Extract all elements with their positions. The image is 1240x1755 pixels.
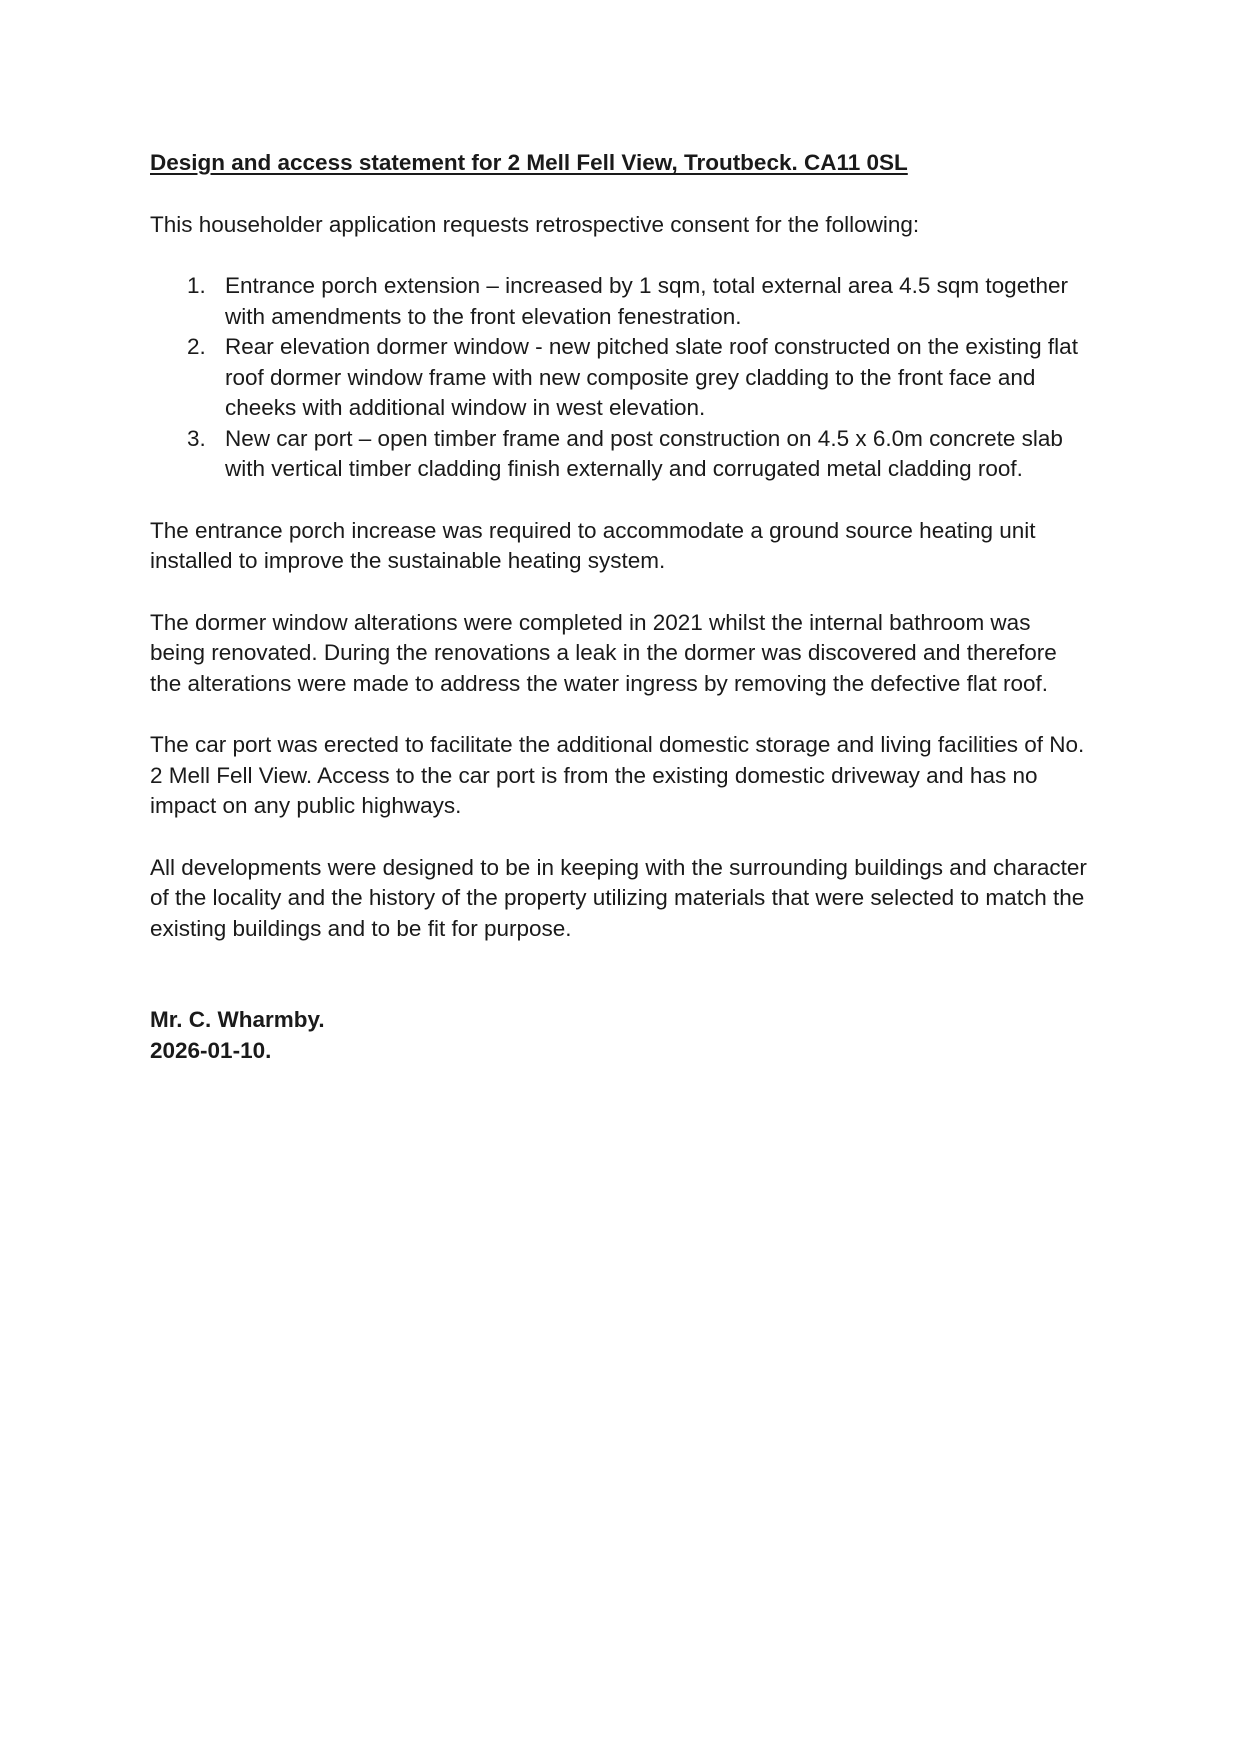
intro-paragraph: This householder application requests retrospective consent for the following: <box>150 211 920 237</box>
list-item <box>150 271 1090 332</box>
consent-items-list <box>150 271 1090 485</box>
list-item-number: 3. <box>187 425 206 451</box>
list-item <box>150 332 1090 424</box>
list-item-text: New car port – open timber frame and post construction on 4.5 x 6.0m concrete slab with vertical timber cladding finish externally and corrugated metal cladding roof. <box>225 425 1063 481</box>
porch-paragraph: The entrance porch increase was required to accommodate a ground source heating unit installed to improve the sustainable heating system. <box>150 517 1036 573</box>
car-port-paragraph: The car port was erected to facilitate the additional domestic storage and living facilities of No. 2 Mell Fell View. Access to the car port is from the existing domestic driveway and has no impact on any public highways. <box>150 732 1085 818</box>
dormer-paragraph: The dormer window alterations were completed in 2021 whilst the internal bathroom was being renovated. During the renovations a leak in the dormer was discovered and therefore the alterations were made to address the water ingress by removing the defective flat roof. <box>150 609 1057 696</box>
list-item-number: 1. <box>187 273 206 298</box>
signature-block <box>150 1005 1090 1066</box>
developments-paragraph: All developments were designed to be in keeping with the surrounding buildings and character of the locality and the history of the property utilizing materials that were selected to match the existing buildings and to be fit for purpose. <box>150 854 1087 941</box>
document-body <box>150 148 1090 1066</box>
signatory-name: Mr. C. Wharmby. <box>150 1007 325 1032</box>
document-title: Design and access statement for 2 Mell Fell View, Troutbeck. CA11 0SL <box>150 150 908 175</box>
list-item-text: Entrance porch extension – increased by 1 sqm, total external area 4.5 sqm together with amendments to the front elevation fenestration. <box>225 273 1068 329</box>
list-item-number: 2. <box>187 334 206 359</box>
list-item <box>150 424 1090 485</box>
signature-date: 2026-01-10. <box>150 1037 272 1063</box>
list-item-text: Rear elevation dormer window - new pitched slate roof constructed on the existing flat roof dormer window frame with new composite grey cladding to the front face and cheeks with additional window in west elevation. <box>225 334 1078 420</box>
